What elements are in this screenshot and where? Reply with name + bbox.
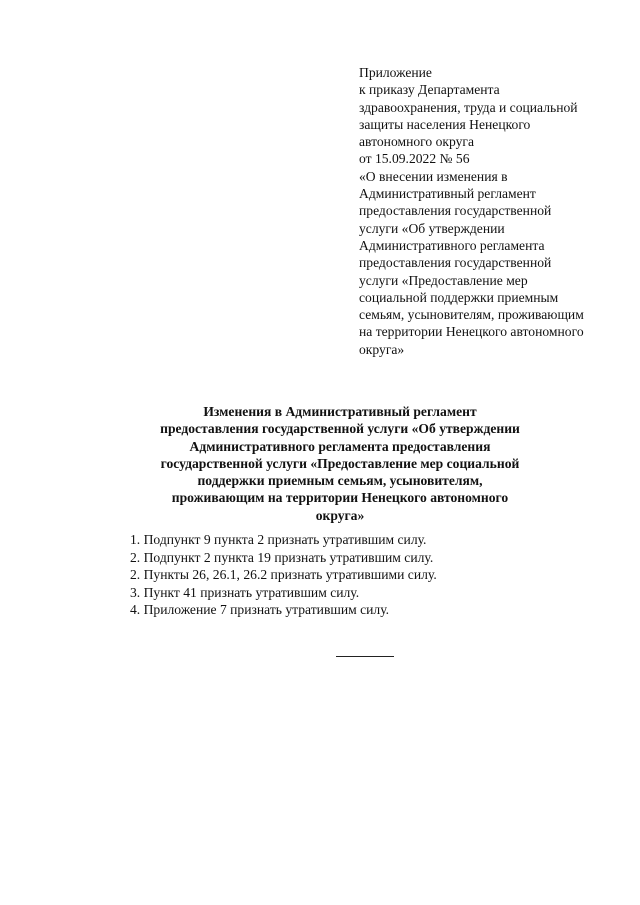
amendment-item: 4. Приложение 7 признать утратившим силу. bbox=[130, 602, 390, 618]
appendix-line: услуги «Об утверждении bbox=[359, 220, 505, 236]
appendix-line: от 15.09.2022 № 56 bbox=[359, 151, 470, 167]
appendix-line: социальной поддержки приемным bbox=[359, 289, 559, 305]
title-line: Изменения в Административный регламент bbox=[203, 404, 477, 419]
appendix-line: услуги «Предоставление мер bbox=[359, 272, 528, 288]
title-line: поддержки приемным семьям, усыновителям, bbox=[197, 473, 483, 489]
title-line: Административного регламента предоставления bbox=[189, 438, 491, 454]
end-divider bbox=[336, 656, 394, 657]
appendix-line: Административный регламент bbox=[359, 186, 536, 202]
appendix-line: защиты населения Ненецкого bbox=[359, 116, 531, 132]
amendment-item: 2. Подпункт 2 пункта 19 признать утратившим силу. bbox=[130, 549, 434, 565]
document-title bbox=[140, 403, 540, 524]
title-line: проживающим на территории Ненецкого автономного bbox=[171, 490, 509, 506]
appendix-line: предоставления государственной bbox=[359, 203, 552, 219]
title-line: предоставления государственной услуги «Об утверждении bbox=[160, 421, 520, 437]
appendix-line: «О внесении изменения в bbox=[359, 168, 508, 184]
amendment-item: 3. Пункт 41 признать утратившим силу. bbox=[130, 584, 360, 600]
appendix-line: Административного регламента bbox=[359, 237, 545, 253]
appendix-line: округа» bbox=[359, 341, 405, 357]
appendix-line: автономного округа bbox=[359, 134, 475, 150]
appendix-header bbox=[359, 64, 609, 358]
title-line: государственной услуги «Предоставление мер социальной bbox=[160, 455, 520, 471]
amendment-list bbox=[130, 531, 550, 619]
amendment-item: 1. Подпункт 9 пункта 2 признать утратившим силу. bbox=[130, 532, 427, 547]
appendix-line: семьям, усыновителям, проживающим bbox=[359, 307, 584, 323]
appendix-line: предоставления государственной bbox=[359, 255, 552, 271]
appendix-line: на территории Ненецкого автономного bbox=[359, 324, 584, 340]
title-line: округа» bbox=[315, 507, 365, 523]
appendix-line: к приказу Департамента bbox=[359, 82, 500, 98]
appendix-line: здравоохранения, труда и социальной bbox=[359, 99, 578, 115]
amendment-item: 2. Пункты 26, 26.1, 26.2 признать утратившими силу. bbox=[130, 567, 437, 583]
appendix-line: Приложение bbox=[359, 65, 432, 80]
